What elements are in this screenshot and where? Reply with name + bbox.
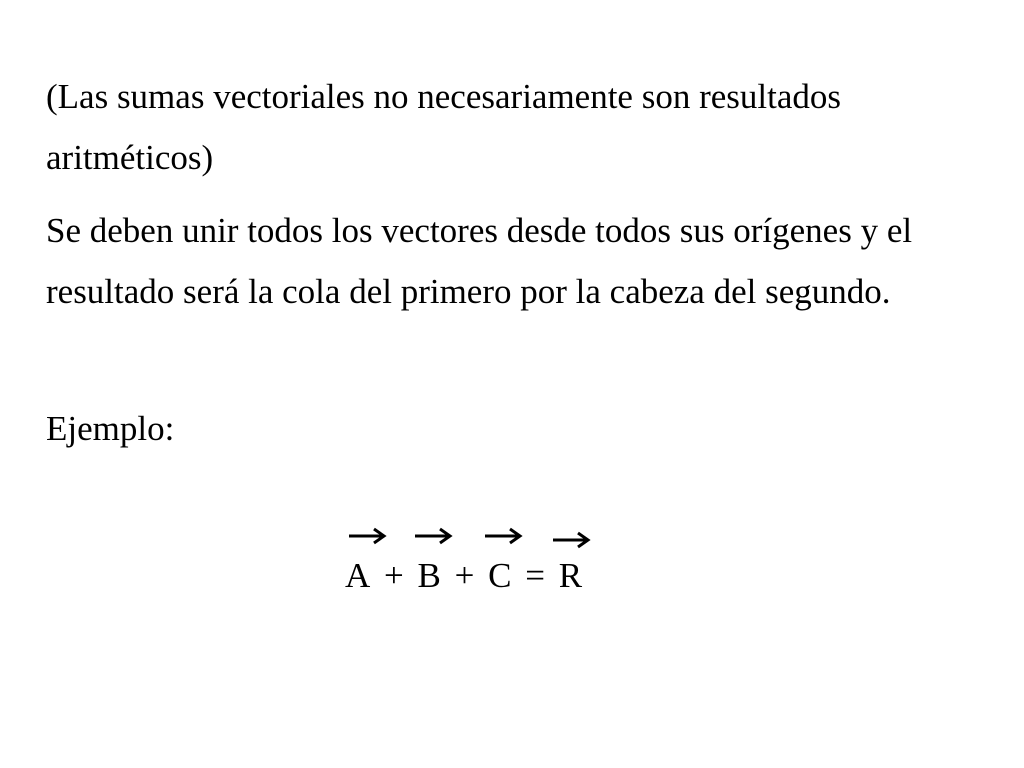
- paragraph-vector-sum-rule: Se deben unir todos los vectores desde todos sus orígenes y el resultado será la cola del primero por la cabeza del segundo.: [46, 211, 913, 311]
- paragraph-vector-sum-note: (Las sumas vectoriales no necesariamente son resultados aritméticos): [46, 77, 842, 177]
- vector-b-arrow-icon: [413, 526, 453, 546]
- plus-operator: +: [384, 556, 404, 595]
- vector-a-arrow-icon: [347, 526, 387, 546]
- vector-c-arrow-icon: [483, 526, 523, 546]
- vector-b-symbol: B: [417, 556, 441, 595]
- equation-text: [345, 556, 582, 596]
- vector-r-arrow-icon: [551, 530, 591, 550]
- plus-operator: +: [454, 556, 475, 595]
- vector-r-symbol: R: [558, 556, 583, 595]
- paragraph-example-label: Ejemplo:: [46, 409, 175, 448]
- vector-a-symbol: A: [345, 556, 371, 595]
- vector-c-symbol: C: [488, 556, 512, 595]
- equals-operator: =: [525, 556, 545, 595]
